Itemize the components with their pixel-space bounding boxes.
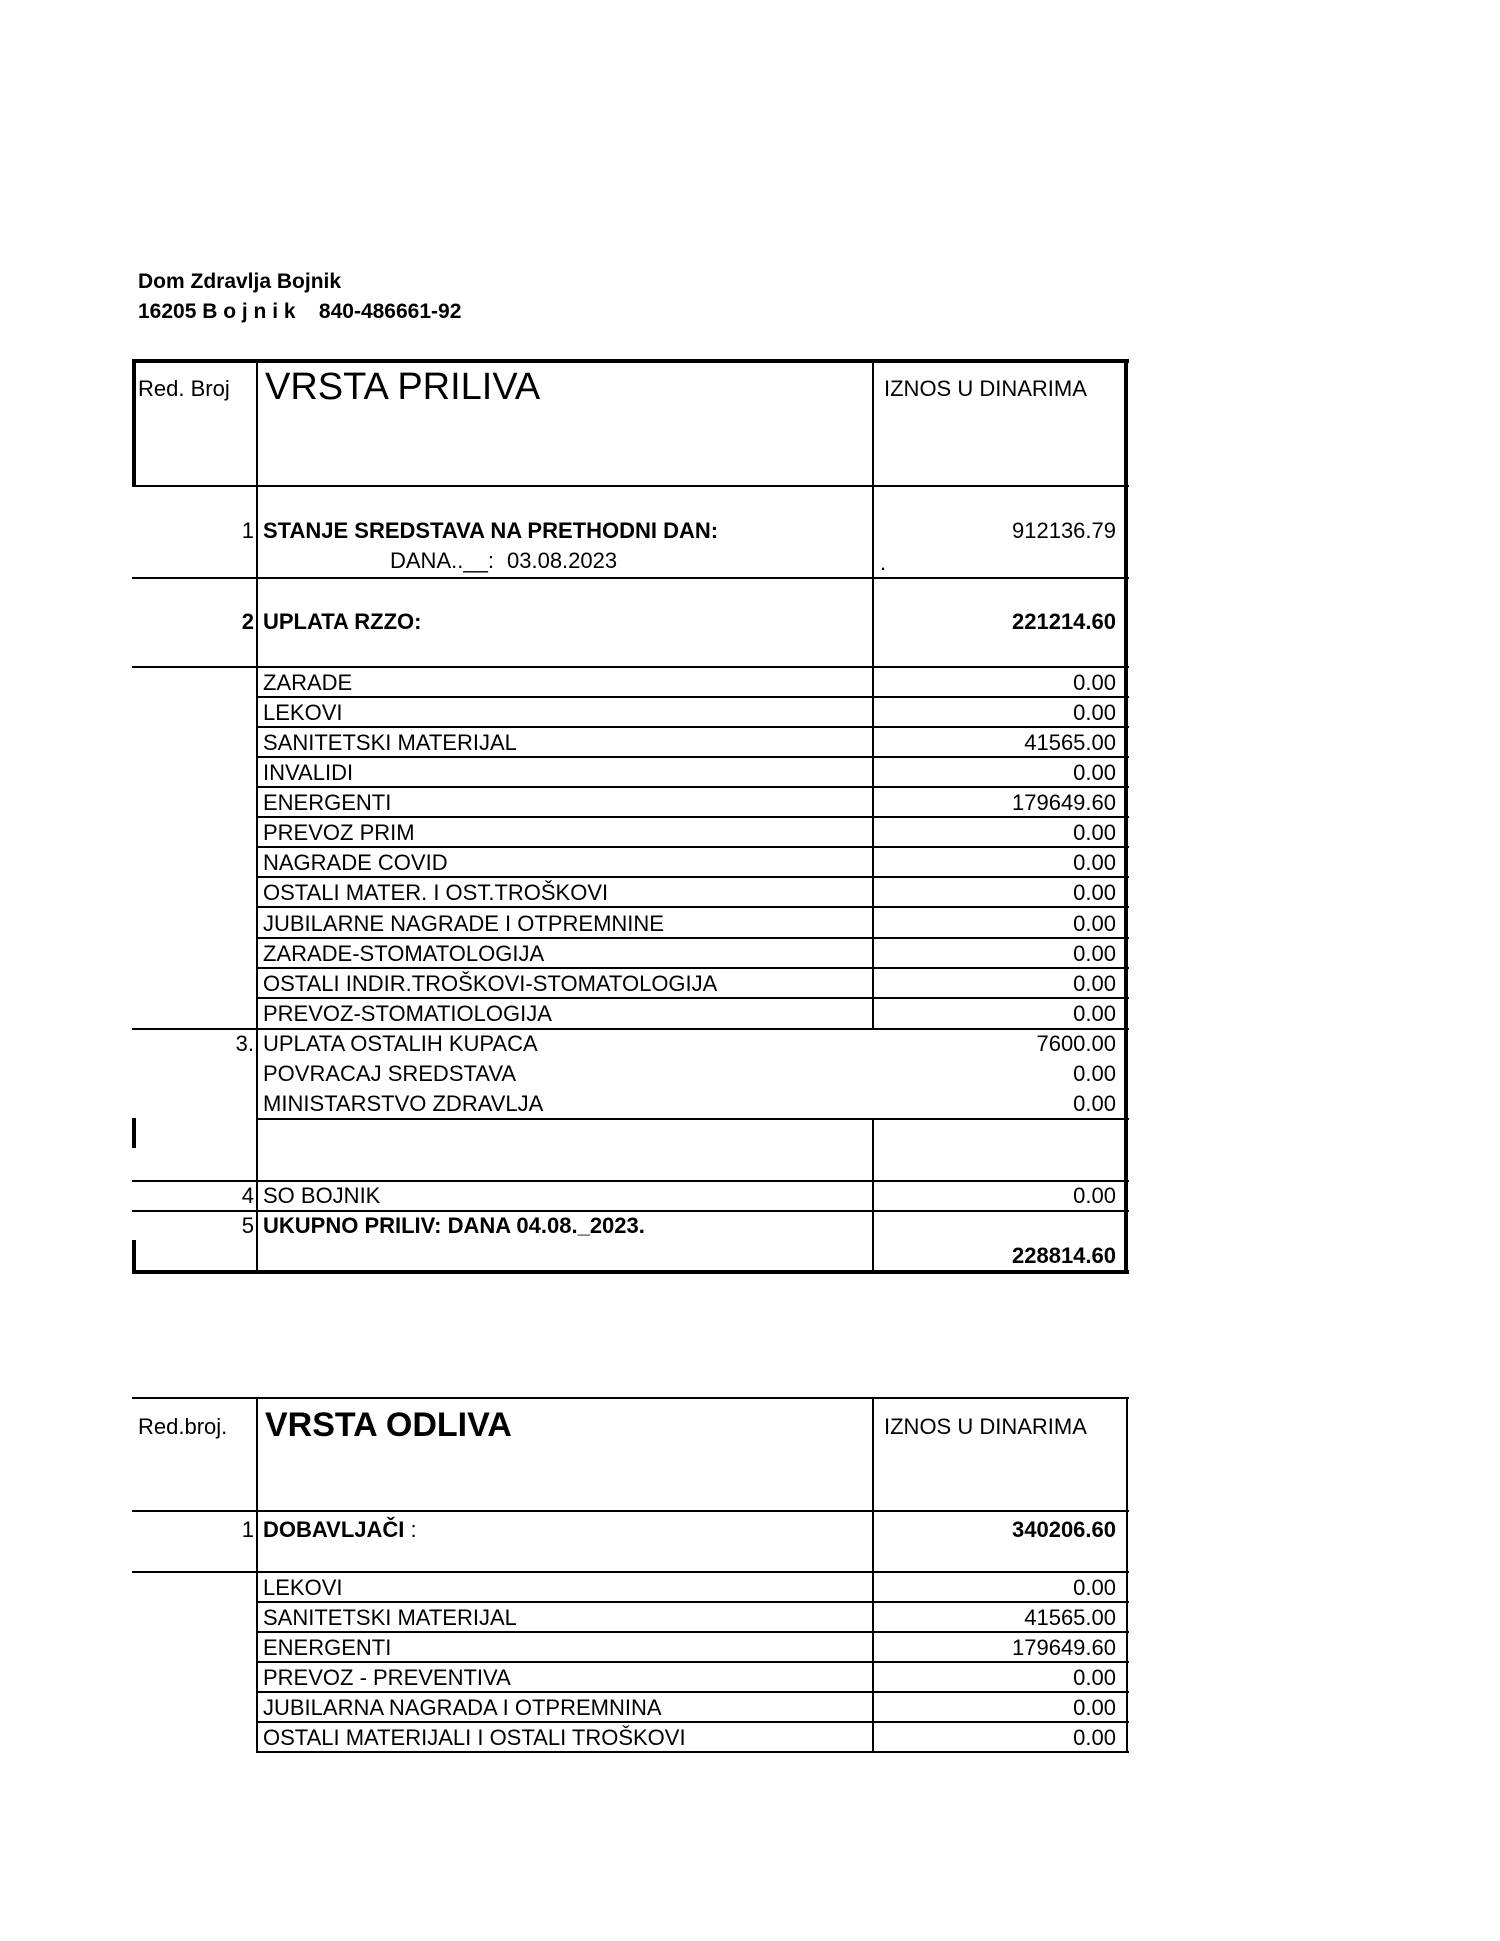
inflow-item-label: ZARADE-STOMATOLOGIJA <box>263 941 545 966</box>
inflow-item-value: 0.00 <box>1073 1001 1116 1026</box>
outflow-row1-no: 1 <box>241 1517 254 1542</box>
inflow-item-value: 0.00 <box>1073 670 1116 695</box>
outflow-item-value: 0.00 <box>1073 1665 1116 1690</box>
outflow-item-label: PREVOZ - PREVENTIVA <box>263 1665 511 1690</box>
inflow-item-value: 0.00 <box>1073 880 1116 905</box>
inflow-row5-value: 228814.60 <box>1012 1243 1116 1268</box>
inflow-item-label: LEKOVI <box>263 700 343 725</box>
outflow-item-label: JUBILARNA NAGRADA I OTPREMNINA <box>263 1695 662 1720</box>
outflow-item-label: OSTALI MATERIJALI I OSTALI TROŠKOVI <box>263 1725 686 1750</box>
institution-address: 16205 B o j n i k 840-486661-92 <box>138 300 462 323</box>
inflow-row3-no: 3. <box>235 1031 254 1056</box>
inflow-row4-label: SO BOJNIK <box>263 1183 381 1208</box>
outflow-table <box>0 1300 1500 1820</box>
inflow-item-value: 0.00 <box>1073 700 1116 725</box>
outflow-row1-value: 340206.60 <box>1012 1517 1116 1542</box>
inflow-item-value: 41565.00 <box>1024 730 1116 755</box>
inflow-row2-value: 221214.60 <box>1012 609 1116 634</box>
outflow-item-value: 0.00 <box>1073 1695 1116 1720</box>
outflow-row1-label <box>263 1517 417 1543</box>
inflow-row1-value: 912136.79 <box>1012 518 1116 543</box>
inflow-item-label: PREVOZ PRIM <box>263 820 415 845</box>
inflow-row4-no: 4 <box>241 1183 254 1208</box>
inflow-row3-value: 0.00 <box>1073 1091 1116 1116</box>
outflow-row1-label-text: DOBAVLJAČI <box>263 1517 405 1542</box>
inflow-row2-label: UPLATA RZZO: <box>263 609 422 634</box>
inflow-row3-value: 7600.00 <box>1036 1031 1116 1056</box>
inflow-row5-label: UKUPNO PRILIV: DANA 04.08._2023. <box>263 1213 645 1238</box>
inflow-item-label: JUBILARNE NAGRADE I OTPREMNINE <box>263 911 664 936</box>
outflow-col-redbroj: Red.broj. <box>138 1414 228 1439</box>
inflow-row4-value: 0.00 <box>1073 1183 1116 1208</box>
inflow-row2-no: 2 <box>241 609 254 634</box>
inflow-row3-label: UPLATA OSTALIH KUPACA <box>263 1031 538 1056</box>
outflow-col-iznos: IZNOS U DINARIMA <box>884 1414 1087 1439</box>
inflow-item-value: 0.00 <box>1073 971 1116 996</box>
inflow-row1-dot: . <box>880 550 887 575</box>
outflow-item-label: ENERGENTI <box>263 1635 392 1660</box>
inflow-item-label: PREVOZ-STOMATIOLOGIJA <box>263 1001 552 1026</box>
outflow-col-vrsta: VRSTA ODLIVA <box>265 1406 512 1444</box>
outflow-row1-suffix: : <box>404 1517 417 1542</box>
inflow-item-value: 0.00 <box>1073 911 1116 936</box>
outflow-item-value: 0.00 <box>1073 1575 1116 1600</box>
inflow-col-redbroj: Red. Broj <box>138 376 230 401</box>
outflow-item-value: 0.00 <box>1073 1725 1116 1750</box>
inflow-item-label: ENERGENTI <box>263 790 392 815</box>
inflow-row1-no: 1 <box>241 518 254 543</box>
inflow-item-value: 0.00 <box>1073 760 1116 785</box>
institution-name: Dom Zdravlja Bojnik <box>138 270 342 293</box>
inflow-item-label: SANITETSKI MATERIJAL <box>263 730 517 755</box>
inflow-item-value: 0.00 <box>1073 820 1116 845</box>
inflow-item-label: OSTALI MATER. I OST.TROŠKOVI <box>263 880 609 905</box>
inflow-item-label: NAGRADE COVID <box>263 850 448 875</box>
inflow-col-iznos: IZNOS U DINARIMA <box>884 376 1087 401</box>
outflow-item-value: 179649.60 <box>1012 1635 1116 1660</box>
inflow-row1-sub-date: 03.08.2023 <box>507 548 618 573</box>
inflow-item-value: 0.00 <box>1073 850 1116 875</box>
outflow-item-label: SANITETSKI MATERIJAL <box>263 1605 517 1630</box>
inflow-item-value: 179649.60 <box>1012 790 1116 815</box>
inflow-row3-value: 0.00 <box>1073 1061 1116 1086</box>
inflow-row1-label: STANJE SREDSTAVA NA PRETHODNI DAN: <box>263 518 719 543</box>
inflow-item-value: 0.00 <box>1073 941 1116 966</box>
inflow-item-label: INVALIDI <box>263 760 354 785</box>
inflow-row5-no: 5 <box>241 1213 254 1238</box>
outflow-item-label: LEKOVI <box>263 1575 343 1600</box>
inflow-item-label: OSTALI INDIR.TROŠKOVI-STOMATOLOGIJA <box>263 971 718 996</box>
outflow-item-value: 41565.00 <box>1024 1605 1116 1630</box>
inflow-row3-label: POVRACAJ SREDSTAVA <box>263 1061 517 1086</box>
inflow-row1-sub-label: DANA..__: <box>390 548 494 573</box>
inflow-col-vrsta: VRSTA PRILIVA <box>265 366 541 408</box>
inflow-row3-label: MINISTARSTVO ZDRAVLJA <box>263 1091 544 1116</box>
inflow-item-label: ZARADE <box>263 670 353 695</box>
